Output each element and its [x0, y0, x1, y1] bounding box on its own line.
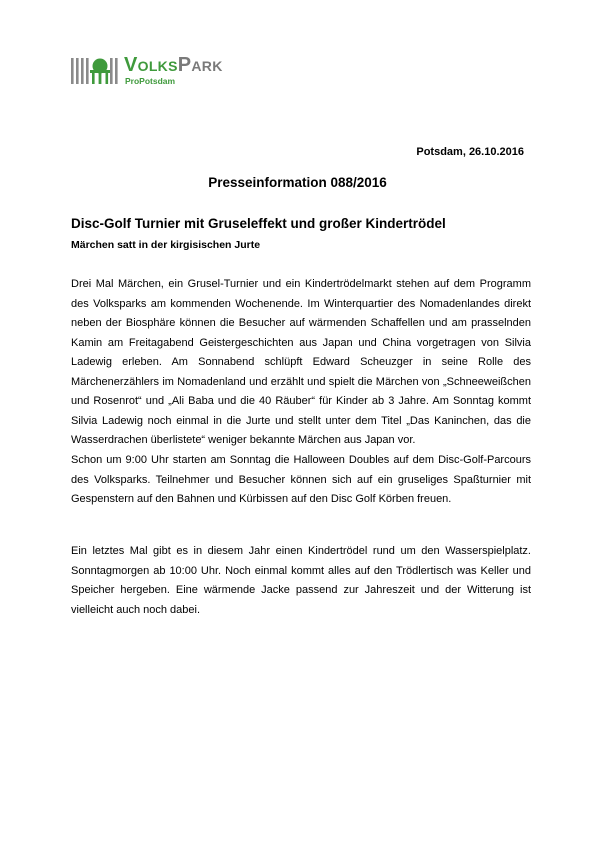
volkspark-logo [70, 54, 260, 90]
logo-word-park: Park [177, 54, 223, 76]
headline: Disc-Golf Turnier mit Gruseleffekt und großer Kindertrödel [71, 216, 446, 231]
press-title: Presseinformation 088/2016 [208, 175, 387, 190]
subheadline: Märchen satt in der kirgisischen Jurte [71, 239, 261, 251]
logo-word-volks: Volks [124, 54, 178, 76]
park-gate-icon [70, 54, 118, 90]
body-paragraph-3: Ein letztes Mal gibt es in diesem Jahr einen Kindertrödel rund um den Wasserspielplatz. Sonntagmorgen ab 10:00 Uhr. Noch einmal kommt alles auf den Trödlertisch was Keller und Speicher hergeben. Eine wärmende Jacke passend zur Jahreszeit und der Witterung ist vielleicht auch noch dabei. [71, 545, 531, 616]
date-line: Potsdam, 26.10.2016 [416, 146, 524, 158]
body-paragraph-2: Schon um 9:00 Uhr starten am Sonntag die Halloween Doubles auf dem Disc-Golf-Parcours des Volksparks. Teilnehmer und Besucher können sich auf ein gruseliges Spaßturnier mit Gespenstern auf den Bahnen und Kürbissen auf den Disc Golf Körben freuen. [71, 454, 531, 505]
logo-wordmark [124, 54, 223, 77]
logo-subtitle: ProPotsdam [125, 76, 176, 86]
body-paragraph-1: Drei Mal Märchen, ein Grusel-Turnier und ein Kindertrödelmarkt stehen auf dem Programm des Volksparks am kommenden Wochenende. Im Winterquartier des Nomadenlandes direkt neben der Biosphäre können die Besucher auf wärmenden Schaffellen und am prasselnden Kamin am Freitagabend Geistergeschichten aus Japan und China vorgetragen von Silvia Ladewig erleben. Am Sonnabend schlüpft Edward Scheuzger in seine Rolle des Märchenerzählers im Nomadenland und erzählt und spielt die Märchen von „Schneeweißchen und Rosenrot“ und „Ali Baba und die 40 Räuber“ für Kinder ab 3 Jahre. Am Sonntag kommt Silvia Ladewig noch einmal in die Jurte und stellt unter dem Titel „Das Kaninchen, das die Wasserdrachen überlistete“ weniger bekannte Märchen aus Japan vor. [71, 278, 531, 446]
